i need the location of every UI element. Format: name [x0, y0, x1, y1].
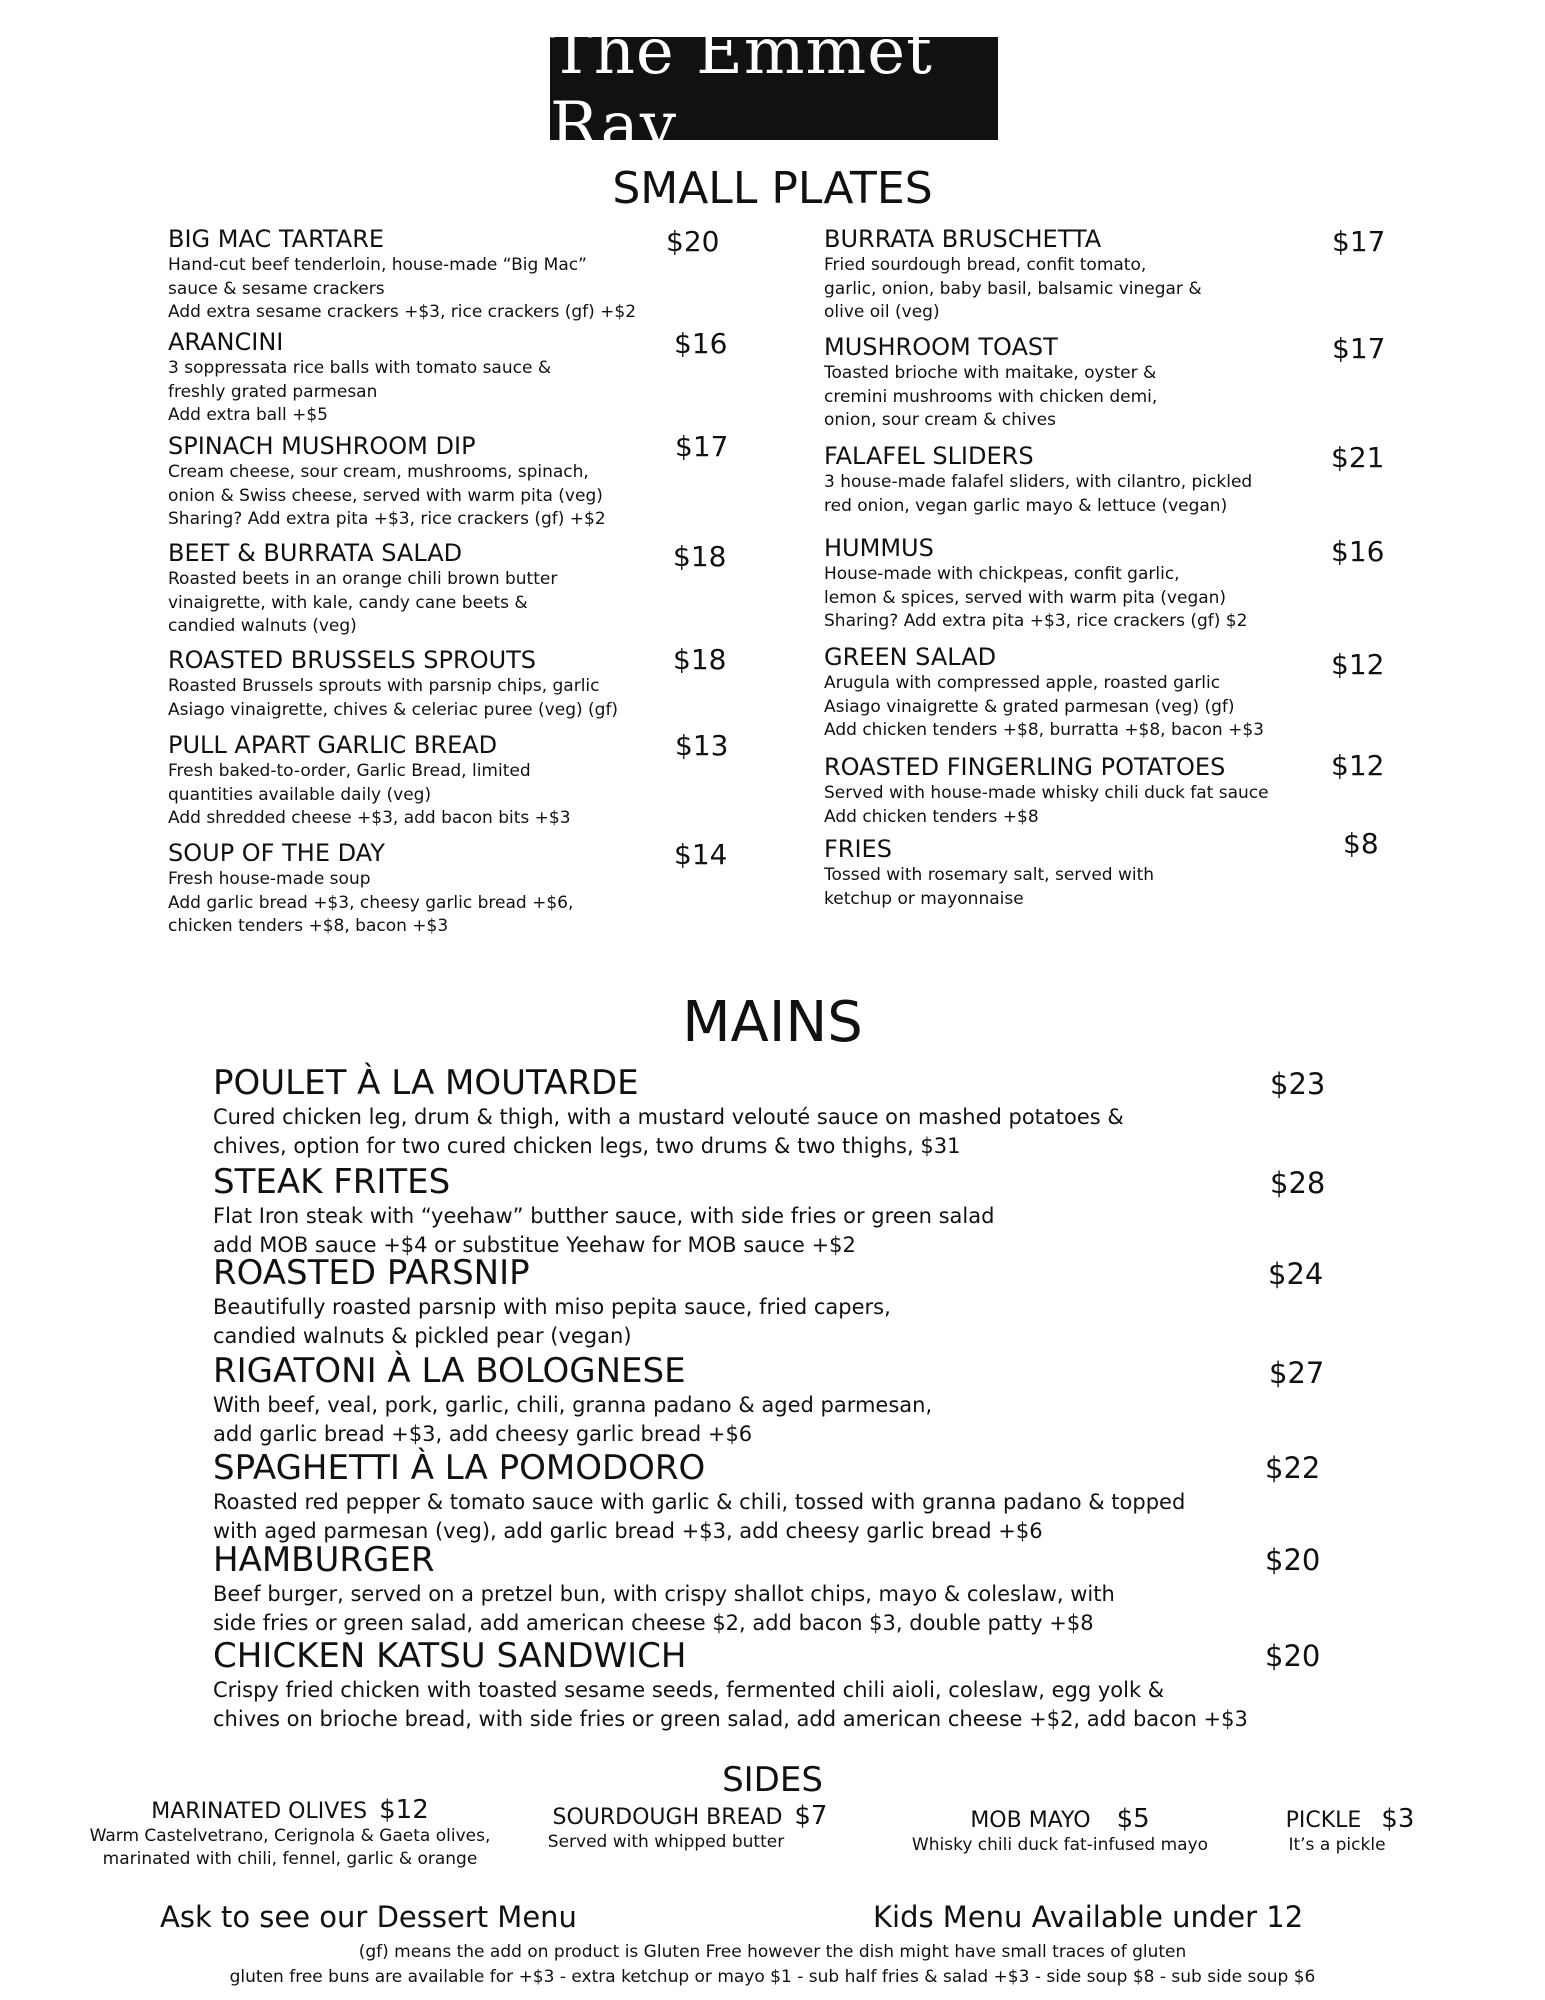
menu-item-roasted-fingerling-potatoes [824, 752, 1269, 829]
item-desc: vinaigrette, with kale, candy cane beets & [168, 592, 528, 613]
item-name: RIGATONI À LA BOLOGNESE [213, 1351, 686, 1391]
item-name: STEAK FRITES [213, 1162, 451, 1202]
item-desc: Roasted Brussels sprouts with parsnip chips, garlic [168, 676, 600, 696]
item-name: CHICKEN KATSU SANDWICH [213, 1636, 687, 1676]
item-desc: side fries or green salad, add american cheese $2, add bacon $3, double patty +$8 [213, 1611, 1094, 1635]
item-price: $18 [673, 643, 727, 676]
item-name: BURRATA BRUSCHETTA [824, 225, 1102, 253]
item-name: HAMBURGER [213, 1540, 435, 1580]
item-price: $28 [1270, 1166, 1326, 1200]
item-price: $7 [794, 1801, 828, 1831]
menu-item-mushroom-toast [824, 332, 1157, 433]
small-plates-title: SMALL PLATES [612, 163, 933, 214]
item-desc: chives on brioche bread, with side fries or green salad, add american cheese +$2, add bacon +$3 [213, 1707, 1248, 1731]
logo-text: The Emmet Ray [550, 14, 933, 163]
item-desc: Hand-cut beef tenderloin, house-made “Big Mac” [168, 255, 587, 275]
item-price: $14 [674, 838, 728, 871]
item-desc: With beef, veal, pork, garlic, chili, granna padano & aged parmesan, [213, 1393, 933, 1417]
item-desc: Cured chicken leg, drum & thigh, with a mustard velouté sauce on mashed potatoes & [213, 1105, 1124, 1129]
item-price: $23 [1270, 1067, 1326, 1101]
item-desc: Served with whipped butter [547, 1832, 785, 1852]
gluten-free-note: (gf) means the add on product is Gluten Free however the dish might have small traces of gluten [358, 1942, 1187, 1962]
item-price: $20 [666, 225, 720, 258]
menu-item-burrata-bruschetta [824, 224, 1202, 325]
item-price: $5 [1116, 1804, 1150, 1834]
item-desc: with aged parmesan (veg), add garlic bread +$3, add cheesy garlic bread +$6 [213, 1519, 1043, 1543]
menu-item-rigatoni-a-la-bolognese [213, 1351, 932, 1449]
menu-item-hamburger [213, 1540, 1115, 1638]
item-desc: Fried sourdough bread, confit tomato, [824, 255, 1147, 275]
item-desc: Roasted red pepper & tomato sauce with garlic & chili, tossed with granna padano & topped [213, 1490, 1186, 1514]
item-price: $16 [1331, 535, 1385, 568]
menu-item-falafel-sliders [824, 441, 1252, 518]
item-price: $17 [1332, 225, 1386, 258]
item-price: $16 [674, 327, 728, 360]
item-desc: Toasted brioche with maitake, oyster & [824, 363, 1157, 383]
item-price: $12 [1331, 648, 1385, 681]
sides-title: SIDES [722, 1760, 823, 1800]
item-name: MUSHROOM TOAST [824, 333, 1058, 361]
item-price: $17 [1332, 332, 1386, 365]
item-desc: Asiago vinaigrette & grated parmesan (veg) (gf) [824, 696, 1235, 717]
menu-item-spaghetti-a-la-pomodoro [213, 1448, 1185, 1546]
item-name: SOUP OF THE DAY [168, 839, 385, 867]
item-desc: Whisky chili duck fat-infused mayo [911, 1835, 1209, 1855]
item-name: SPAGHETTI À LA POMODORO [213, 1448, 706, 1488]
item-desc: marinated with chili, fennel, garlic & orange [102, 1849, 478, 1869]
menu-item-spinach-mushroom-dip [168, 431, 606, 532]
item-price: $24 [1268, 1257, 1324, 1291]
menu-item-fries [824, 834, 1154, 911]
item-desc: Add shredded cheese +$3, add bacon bits +$3 [168, 808, 571, 828]
item-name: FALAFEL SLIDERS [824, 442, 1034, 470]
menu-item-poulet-a-la-moutarde [213, 1063, 1124, 1161]
item-price: $12 [1331, 749, 1385, 782]
side-item-marinated-olives [70, 1795, 510, 1871]
item-name: ARANCINI [168, 328, 284, 356]
item-price: $20 [1265, 1543, 1321, 1577]
side-item-mob-mayo [890, 1804, 1230, 1857]
item-desc: Beautifully roasted parsnip with miso pepita sauce, fried capers, [213, 1295, 891, 1319]
item-name: SPINACH MUSHROOM DIP [168, 432, 476, 460]
kids-menu-note: Kids Menu Available under 12 [873, 1900, 1304, 1934]
menu-item-big-mac-tartare [168, 224, 636, 325]
item-name: GREEN SALAD [824, 643, 997, 671]
item-name: ROASTED PARSNIP [213, 1253, 530, 1293]
item-name: BIG MAC TARTARE [168, 225, 385, 253]
item-desc: Add extra ball +$5 [168, 405, 328, 425]
menu-item-roasted-brussels-sprouts [168, 645, 618, 722]
item-desc: Sharing? Add extra pita +$3, rice crackers (gf) +$2 [168, 509, 606, 529]
item-name: ROASTED BRUSSELS SPROUTS [168, 646, 537, 674]
item-desc: quantities available daily (veg) [168, 784, 432, 805]
menu-item-steak-frites [213, 1162, 994, 1260]
menu-item-roasted-parsnip [213, 1253, 891, 1351]
extras-note: gluten free buns are available for +$3 - extra ketchup or mayo $1 - sub half fries & salad +$3 - side soup $8 - sub side soup $6 [229, 1967, 1316, 1987]
item-desc: Add chicken tenders +$8 [824, 806, 1039, 827]
menu-item-arancini [168, 327, 551, 428]
item-desc: onion, sour cream & chives [824, 410, 1056, 430]
dessert-menu-note: Ask to see our Dessert Menu [160, 1900, 577, 1934]
item-desc: House-made with chickpeas, confit garlic, [824, 564, 1180, 584]
item-price: $13 [675, 729, 729, 762]
item-price: $20 [1265, 1639, 1321, 1673]
item-name: MOB MAYO [970, 1808, 1091, 1833]
item-name: HUMMUS [824, 534, 934, 562]
item-desc: Fresh house-made soup [168, 869, 371, 889]
item-price: $17 [675, 430, 729, 463]
item-desc: Tossed with rosemary salt, served with [824, 865, 1155, 885]
item-price: $18 [673, 540, 727, 573]
item-desc: chives, option for two cured chicken legs, two drums & two thighs, $31 [213, 1134, 961, 1158]
item-desc: chicken tenders +$8, bacon +$3 [168, 916, 449, 936]
item-name: FRIES [824, 835, 892, 863]
item-desc: add MOB sauce +$4 or substitue Yeehaw for MOB sauce +$2 [213, 1233, 856, 1257]
item-desc: Flat Iron steak with “yeehaw” butther sauce, with side fries or green salad [213, 1204, 995, 1228]
item-desc: lemon & spices, served with warm pita (vegan) [824, 587, 1227, 608]
item-name: PICKLE [1285, 1808, 1362, 1833]
item-desc: Asiago vinaigrette, chives & celeriac puree (veg) (gf) [168, 699, 619, 720]
item-name: PULL APART GARLIC BREAD [168, 731, 498, 759]
item-desc: 3 house-made falafel sliders, with cilantro, pickled [824, 472, 1253, 492]
item-desc: candied walnuts & pickled pear (vegan) [213, 1324, 632, 1348]
item-name: MARINATED OLIVES [151, 1799, 368, 1824]
menu-item-green-salad [824, 642, 1264, 743]
menu-item-pull-apart-garlic-bread [168, 730, 571, 831]
item-desc: Arugula with compressed apple, roasted garlic [824, 673, 1221, 693]
item-desc: Add chicken tenders +$8, burratta +$8, bacon +$3 [824, 720, 1264, 740]
menu-item-chicken-katsu-sandwich [213, 1636, 1248, 1734]
item-desc: garlic, onion, baby basil, balsamic vinegar & [824, 278, 1202, 299]
side-item-sourdough-bread [530, 1801, 850, 1854]
item-desc: Add extra sesame crackers +$3, rice crackers (gf) +$2 [168, 302, 637, 322]
item-desc: candied walnuts (veg) [168, 616, 357, 636]
item-name: BEET & BURRATA SALAD [168, 539, 463, 567]
item-price: $12 [379, 1795, 429, 1825]
item-desc: add garlic bread +$3, add cheesy garlic bread +$6 [213, 1422, 753, 1446]
item-price: $21 [1331, 441, 1385, 474]
item-desc: Fresh baked-to-order, Garlic Bread, limited [168, 761, 531, 781]
item-desc: freshly grated parmesan [168, 381, 378, 402]
item-desc: red onion, vegan garlic mayo & lettuce (vegan) [824, 495, 1228, 516]
menu-item-soup-of-the-day [168, 838, 573, 939]
item-desc: Roasted beets in an orange chili brown butter [168, 569, 558, 589]
item-desc: Beef burger, served on a pretzel bun, with crispy shallot chips, mayo & coleslaw, with [213, 1582, 1115, 1606]
item-price: $27 [1269, 1356, 1325, 1390]
menu-item-hummus [824, 533, 1247, 634]
item-desc: Crispy fried chicken with toasted sesame seeds, fermented chili aioli, coleslaw, egg yolk & [213, 1678, 1165, 1702]
item-price: $3 [1381, 1804, 1415, 1834]
item-desc: ketchup or mayonnaise [824, 888, 1024, 909]
item-desc: olive oil (veg) [824, 302, 940, 322]
side-item-pickle [1265, 1804, 1435, 1857]
item-desc: onion & Swiss cheese, served with warm pita (veg) [168, 485, 603, 506]
item-desc: It’s a pickle [1288, 1835, 1386, 1855]
item-desc: Cream cheese, sour cream, mushrooms, spinach, [168, 462, 589, 482]
menu-item-beet-burrata-salad [168, 538, 557, 639]
restaurant-logo [550, 14, 998, 163]
item-desc: Served with house-made whisky chili duck fat sauce [824, 783, 1269, 803]
item-desc: Add garlic bread +$3, cheesy garlic bread +$6, [168, 892, 574, 913]
item-name: SOURDOUGH BREAD [552, 1805, 783, 1830]
item-name: ROASTED FINGERLING POTATOES [824, 753, 1226, 781]
item-price: $8 [1343, 827, 1379, 860]
item-desc: Sharing? Add extra pita +$3, rice crackers (gf) $2 [824, 611, 1248, 631]
item-desc: cremini mushrooms with chicken demi, [824, 386, 1158, 407]
item-desc: sauce & sesame crackers [168, 278, 385, 299]
item-name: POULET À LA MOUTARDE [213, 1063, 639, 1103]
item-price: $22 [1265, 1451, 1321, 1485]
mains-title: MAINS [682, 990, 863, 1055]
item-desc: 3 soppressata rice balls with tomato sauce & [168, 358, 552, 378]
item-desc: Warm Castelvetrano, Cerignola & Gaeta olives, [89, 1826, 491, 1846]
